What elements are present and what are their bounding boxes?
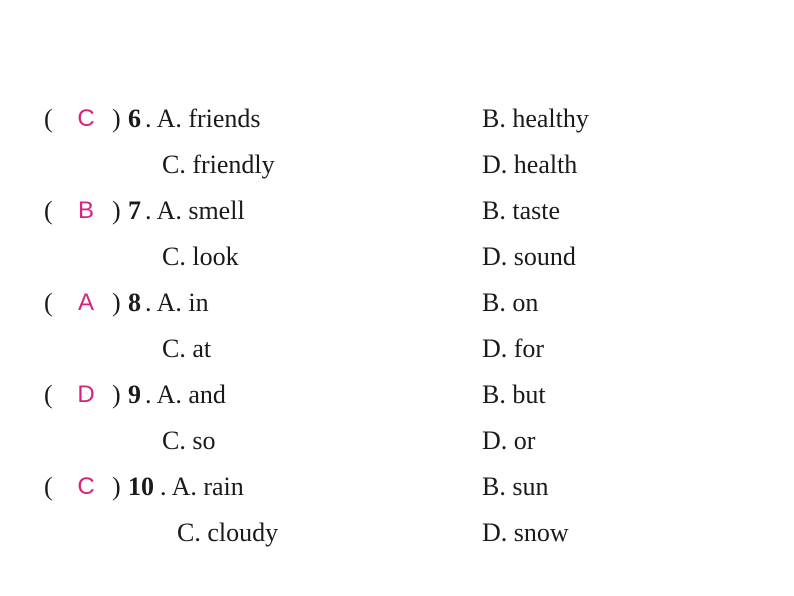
answer-paren-close: )	[112, 472, 121, 501]
option-a: . A. friends	[145, 104, 261, 133]
answer-blank[interactable]: A	[77, 289, 94, 316]
answer-paren-open: (	[44, 196, 53, 225]
option-b: B. but	[482, 380, 546, 409]
option-a: . A. rain	[160, 472, 244, 501]
answer-paren-close: )	[112, 288, 121, 317]
option-a: . A. smell	[145, 196, 245, 225]
option-d: D. snow	[482, 518, 569, 547]
option-d: D. sound	[482, 242, 576, 271]
question-row-second	[0, 242, 794, 272]
option-d: D. or	[482, 426, 536, 455]
option-a: . A. in	[145, 288, 209, 317]
question-row-main	[0, 472, 794, 502]
option-c: C. so	[162, 426, 216, 455]
question-9	[0, 380, 794, 472]
answer-paren-open: (	[44, 288, 53, 317]
question-10	[0, 472, 794, 564]
option-b: B. on	[482, 288, 539, 317]
question-7	[0, 196, 794, 288]
option-c: C. cloudy	[177, 518, 279, 547]
option-a: . A. and	[145, 380, 226, 409]
question-row-main	[0, 104, 794, 134]
question-8	[0, 288, 794, 380]
answer-blank[interactable]: C	[77, 473, 95, 500]
answer-blank[interactable]: B	[77, 197, 94, 224]
question-number: 6	[128, 104, 141, 133]
question-number: 7	[128, 196, 141, 225]
option-c: C. friendly	[162, 150, 275, 179]
option-c: C. at	[162, 334, 212, 363]
answer-paren-open: (	[44, 380, 53, 409]
answer-paren-open: (	[44, 472, 53, 501]
question-6	[0, 104, 794, 196]
question-row-second	[0, 150, 794, 180]
answer-paren-close: )	[112, 380, 121, 409]
question-row-main	[0, 380, 794, 410]
question-row-second	[0, 426, 794, 456]
option-d: D. health	[482, 150, 578, 179]
question-number: 9	[128, 380, 141, 409]
answer-paren-close: )	[112, 104, 121, 133]
question-number: 10	[128, 472, 154, 501]
answer-blank[interactable]: D	[77, 381, 95, 408]
question-number: 8	[128, 288, 141, 317]
question-row-second	[0, 518, 794, 548]
option-d: D. for	[482, 334, 545, 363]
question-row-second	[0, 334, 794, 364]
question-row-main	[0, 196, 794, 226]
answer-paren-close: )	[112, 196, 121, 225]
answer-blank[interactable]: C	[77, 105, 95, 132]
question-row-main	[0, 288, 794, 318]
option-b: B. taste	[482, 196, 560, 225]
option-b: B. healthy	[482, 104, 589, 133]
answer-paren-open: (	[44, 104, 53, 133]
option-c: C. look	[162, 242, 239, 271]
option-b: B. sun	[482, 472, 549, 501]
